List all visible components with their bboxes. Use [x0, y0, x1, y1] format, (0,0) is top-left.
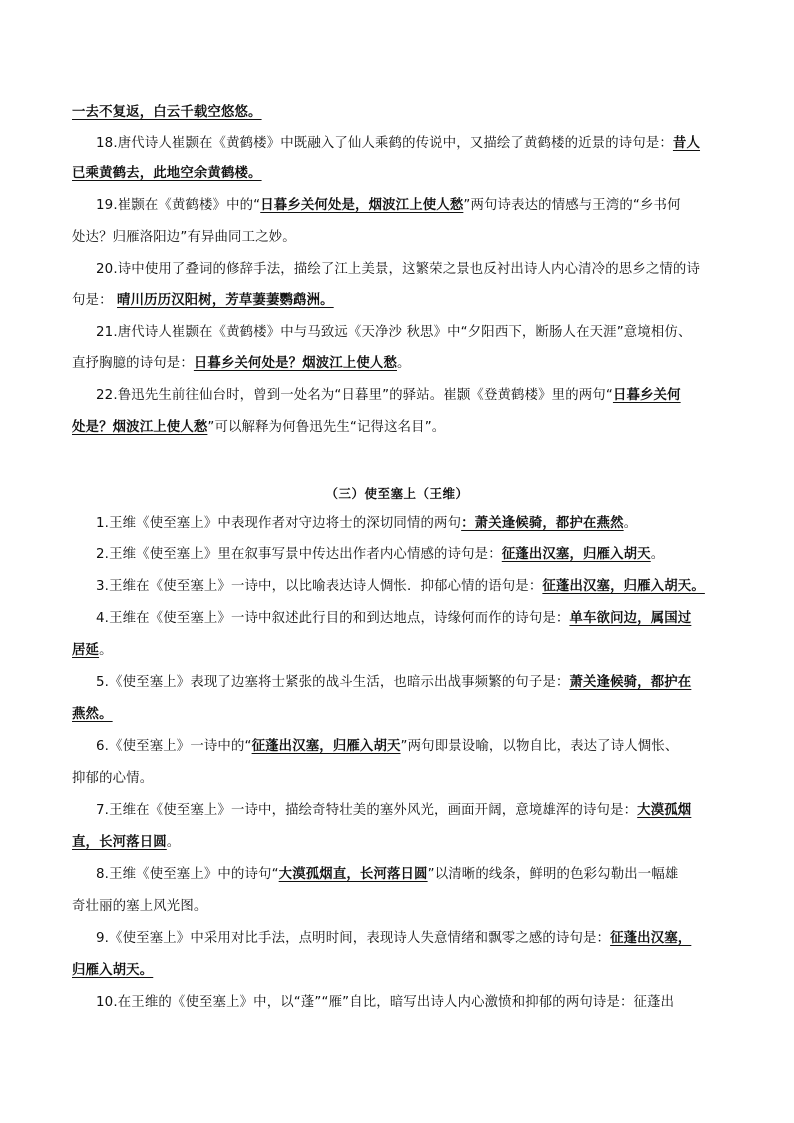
- line-6b: [72, 770, 722, 787]
- question-text: 4.王维在《使至塞上》一诗中叙述此行目的和到达地点，诗缘何而作的诗句是：: [96, 611, 570, 626]
- answer-text: 单车欲问边，属国过: [569, 611, 692, 626]
- answer-text: 日暮乡关何: [612, 388, 681, 403]
- line-7: [72, 292, 722, 309]
- answer-text: 归雁入胡天。: [72, 963, 154, 978]
- answer-text: 日暮乡关何处是？烟波江上使人愁: [193, 356, 397, 371]
- question-text: ”可以解释为何鲁迅先生“记得这名目”。: [207, 420, 446, 435]
- line-5b: [72, 706, 722, 723]
- answer-text: 处是？烟波江上使人愁: [72, 420, 208, 435]
- line-9: [72, 355, 722, 372]
- question-text: 7.王维在《使至塞上》一诗中，描绘奇特壮美的塞外风光，画面开阔，意境雄浑的诗句是：: [96, 803, 638, 818]
- question-text: 句是：: [72, 293, 118, 308]
- answer-text: 大漠孤烟直，长河落日圆: [278, 867, 428, 882]
- answer-text: 征蓬出汉塞，归雁入胡天。: [542, 579, 705, 594]
- line-5: [72, 229, 722, 246]
- question-text: 5.《使至塞上》表现了边塞将士紧张的战斗生活，也暗示出战事频繁的句子是：: [96, 675, 570, 690]
- question-text: 8.王维《使至塞上》中的诗句“: [96, 867, 279, 882]
- item-9: [96, 930, 722, 947]
- question-19: [96, 197, 722, 214]
- question-text: ”两句即景设喻，以物自比，表达了诗人惆怅、: [400, 739, 679, 754]
- question-text: 1.王维《使至塞上》中表现作者对守边将士的深切同情的两句: [96, 516, 462, 531]
- item-4: [96, 610, 722, 627]
- answer-text: 大漠孤烟: [637, 803, 692, 818]
- question-text: 处达？归雁洛阳边”有异曲同工之妙。: [72, 230, 296, 245]
- question-text: 。: [396, 356, 411, 371]
- answer-text: ：萧关逢候骑，都护在燕然: [461, 516, 624, 531]
- question-21: [96, 324, 722, 341]
- item-10: [96, 994, 722, 1011]
- question-text: 18.唐代诗人崔颢在《黄鹤楼》中既融入了仙人乘鹤的传说中，又描绘了黄鹤楼的近景的诗句是：: [96, 136, 673, 151]
- answer-text: 已乘黄鹤去，此地空余黄鹤楼。: [72, 166, 262, 181]
- answer-text: 晴川历历汉阳树，芳草萋萋鹦鹉洲。: [117, 293, 334, 308]
- question-text: 。: [166, 835, 181, 850]
- answer-text: 日暮乡关何处是，烟波江上使人愁: [260, 198, 464, 213]
- question-18: [96, 135, 722, 152]
- question-text: 。: [623, 516, 638, 531]
- line-9b: [72, 962, 722, 979]
- item-7: [96, 802, 722, 819]
- answer-text: 萧关逢候骑，都护在: [569, 675, 692, 690]
- question-text: 。: [650, 547, 665, 562]
- answer-text: 征蓬出汉塞，归雁入胡天: [501, 547, 651, 562]
- item-5: [96, 674, 722, 691]
- question-text: 。: [99, 643, 113, 658]
- question-text: 19.崔颢在《黄鹤楼》中的“: [96, 198, 261, 213]
- question-text: 22.鲁迅先生前往仙台时，曾到一处名为“日暮里”的驿站。崔颢《登黄鹤楼》里的两句“: [96, 388, 613, 403]
- line-4b: [72, 642, 722, 659]
- item-2: [96, 546, 722, 563]
- question-text: 奇壮丽的塞上风光图。: [72, 899, 208, 914]
- answer-text: 征蓬出汉塞，归雁入胡天: [251, 739, 401, 754]
- question-text: 3.王维在《使至塞上》一诗中，以比喻表达诗人惆怅．抑郁心情的语句是：: [96, 579, 543, 594]
- answer-text: 昔人: [672, 136, 701, 151]
- question-text: 10.在王维的《使至塞上》中，以“蓬”“雁”自比，暗写出诗人内心激愤和抑郁的两句诗是：征蓬出: [96, 995, 675, 1010]
- question-text: 6.《使至塞上》一诗中的“: [96, 739, 252, 754]
- item-6: [96, 738, 722, 755]
- section-title: （三）使至塞上（王维）: [325, 486, 469, 501]
- line-11: [72, 419, 722, 436]
- item-3: [96, 578, 722, 595]
- line-8b: [72, 898, 722, 915]
- question-text: 抑郁的心情。: [72, 771, 154, 786]
- item-1: [96, 515, 722, 532]
- question-text: 直抒胸臆的诗句是：: [72, 356, 194, 371]
- question-text: ”两句诗表达的情感与王湾的“乡书何: [463, 198, 681, 213]
- question-text: ”以清晰的线条，鲜明的色彩勾勒出一幅雄: [427, 867, 679, 882]
- answer-text: 居延: [72, 643, 100, 658]
- line-1: [72, 104, 722, 121]
- question-20: [96, 261, 722, 278]
- question-text: 21.唐代诗人崔颢在《黄鹤楼》中与马致远《天净沙 秋思》中“夕阳西下，断肠人在天涯”意境相仿、: [96, 325, 692, 340]
- answer-text: 一去不复返，白云千载空悠悠。: [72, 105, 262, 120]
- answer-text: 直，长河落日圆: [72, 835, 167, 850]
- answer-text: 征蓬出汉塞，: [610, 931, 692, 946]
- line-7b: [72, 834, 722, 851]
- answer-text: 燕然。: [72, 707, 113, 722]
- question-text: 20.诗中使用了叠词的修辞手法，描绘了江上美景，这繁荣之景也反衬出诗人内心清冷的思乡之情的诗: [96, 262, 700, 277]
- question-text: 2.王维《使至塞上》里在叙事写景中传达出作者内心情感的诗句是：: [96, 547, 502, 562]
- line-3: [72, 165, 722, 182]
- question-text: 9.《使至塞上》中采用对比手法，点明时间，表现诗人失意情绪和飘零之感的诗句是：: [96, 931, 611, 946]
- question-22: [96, 387, 722, 404]
- item-8: [96, 866, 722, 883]
